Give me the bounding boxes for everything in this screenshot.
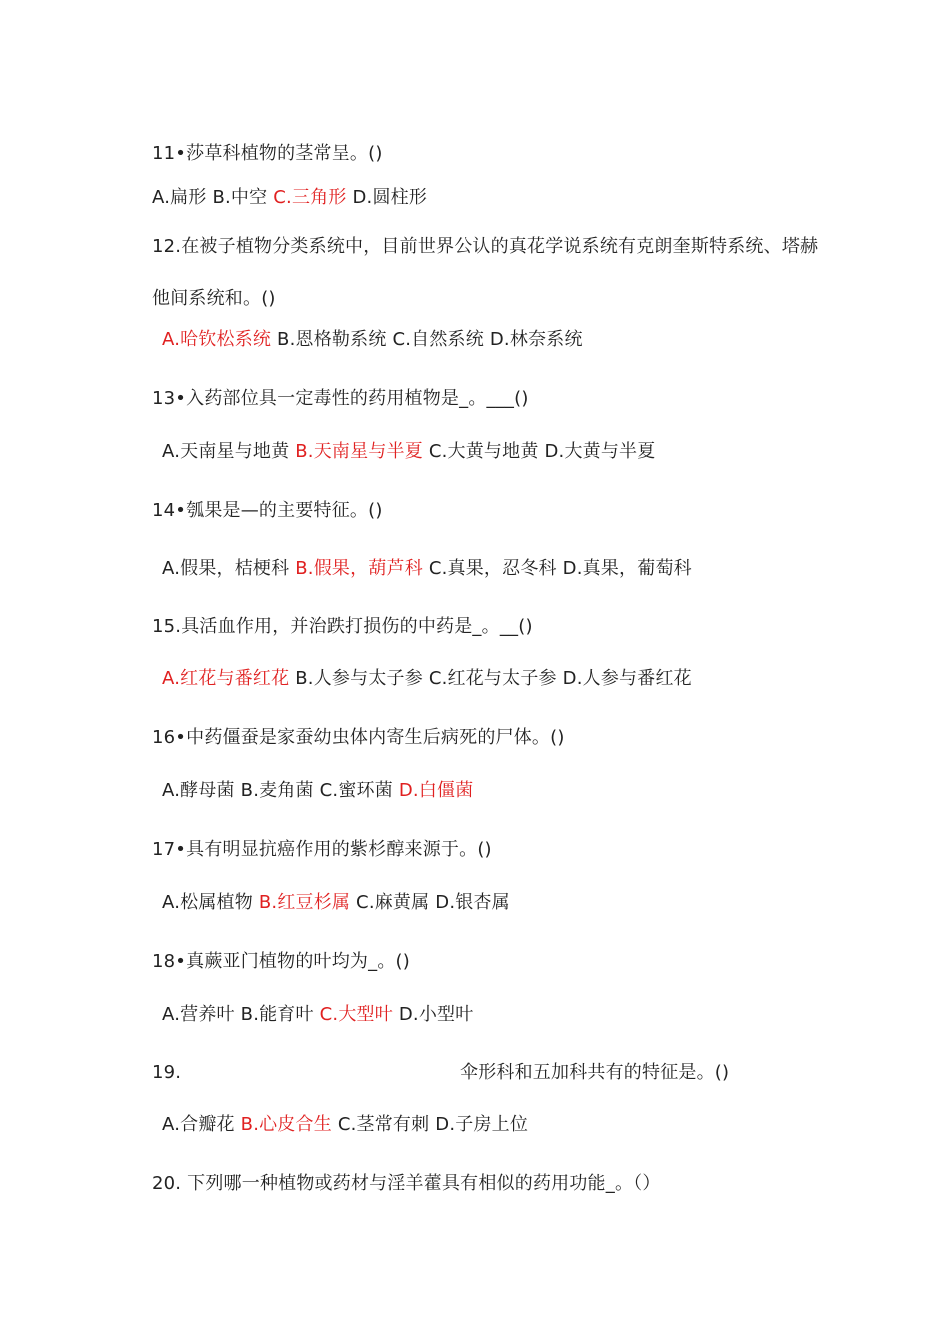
- option-a-answer: A.哈钦松系统: [162, 329, 272, 350]
- question-13-options: [162, 440, 655, 464]
- question-16-stem: 16•中药僵蚕是家蚕幼虫体内寄生后病死的尸体。(): [152, 727, 565, 748]
- option-d: D.人参与番红花: [562, 668, 692, 689]
- question-20-stem: 20. 下列哪一种植物或药材与淫羊藿具有相似的药用功能_。（）: [152, 1173, 661, 1194]
- option-b: B.麦角菌: [240, 780, 314, 801]
- question-18-options: [162, 1003, 473, 1027]
- option-a: A.松属植物: [162, 892, 253, 913]
- option-a: A.扁形: [152, 187, 207, 208]
- option-a: A.合瓣花: [162, 1114, 235, 1135]
- question-14-stem: 14•瓠果是—的主要特征。(): [152, 500, 383, 521]
- question-12-stem-line1: 12.在被子植物分类系统中，目前世界公认的真花学说系统有克朗奎斯特系统、塔赫: [152, 236, 819, 257]
- option-d: D.子房上位: [435, 1114, 529, 1135]
- question-17-options: [162, 891, 510, 915]
- question-18-stem: 18•真蕨亚门植物的叶均为_。(): [152, 951, 410, 972]
- question-11-options: [152, 186, 427, 210]
- option-c: C.大黄与地黄: [428, 441, 539, 462]
- question-12-options: [162, 328, 583, 352]
- option-b-answer: B.天南星与半夏: [295, 441, 423, 462]
- option-b-answer: B.心皮合生: [240, 1114, 332, 1135]
- option-a: A.酵母菌: [162, 780, 235, 801]
- question-15-options: [162, 667, 692, 691]
- question-16-options: [162, 779, 473, 803]
- option-b-answer: B.红豆杉属: [258, 892, 351, 913]
- option-b: B.中空: [212, 187, 268, 208]
- option-b: B.恩格勒系统: [277, 329, 387, 350]
- option-b-answer: B.假果，葫芦科: [295, 558, 423, 579]
- question-14-options: [162, 557, 692, 581]
- option-d: D.小型叶: [398, 1004, 474, 1025]
- option-d: D.圆柱形: [352, 187, 428, 208]
- option-a-answer: A.红花与番红花: [162, 668, 290, 689]
- option-c: C.蜜环菌: [319, 780, 393, 801]
- question-13-stem: 13•入药部位具一定毒性的药用植物是_。___(): [152, 388, 529, 409]
- option-b: B.人参与太子参: [295, 668, 423, 689]
- option-c: C.自然系统: [392, 329, 484, 350]
- option-d: D.大黄与半夏: [544, 441, 656, 462]
- option-a: A.假果，桔梗科: [162, 558, 290, 579]
- option-c: C.麻黄属: [356, 892, 430, 913]
- option-a: A.营养叶: [162, 1004, 235, 1025]
- option-b: B.能育叶: [240, 1004, 314, 1025]
- question-11-stem: 11•莎草科植物的茎常呈。(): [152, 143, 383, 164]
- option-d-answer: D.白僵菌: [398, 780, 474, 801]
- question-17-stem: 17•具有明显抗癌作用的紫杉醇来源于。(): [152, 839, 492, 860]
- option-d: D.林奈系统: [489, 329, 583, 350]
- option-d: D.真果，葡萄科: [562, 558, 692, 579]
- question-19-options: [162, 1113, 528, 1137]
- question-15-stem: 15.具活血作用，并治跌打损伤的中药是_。__(): [152, 616, 533, 637]
- option-c: C.红花与太子参: [428, 668, 557, 689]
- option-c-answer: C.大型叶: [319, 1004, 393, 1025]
- option-a: A.天南星与地黄: [162, 441, 290, 462]
- question-12-stem-line2: 他间系统和。(): [152, 288, 276, 309]
- option-c: C.真果，忍冬科: [428, 558, 557, 579]
- option-d: D.银杏属: [435, 892, 510, 913]
- question-19-stem: 伞形科和五加科共有的特征是。(): [460, 1062, 730, 1083]
- question-19-number: 19.: [152, 1062, 182, 1083]
- option-c: C.茎常有刺: [337, 1114, 430, 1135]
- option-c-answer: C.三角形: [273, 187, 347, 208]
